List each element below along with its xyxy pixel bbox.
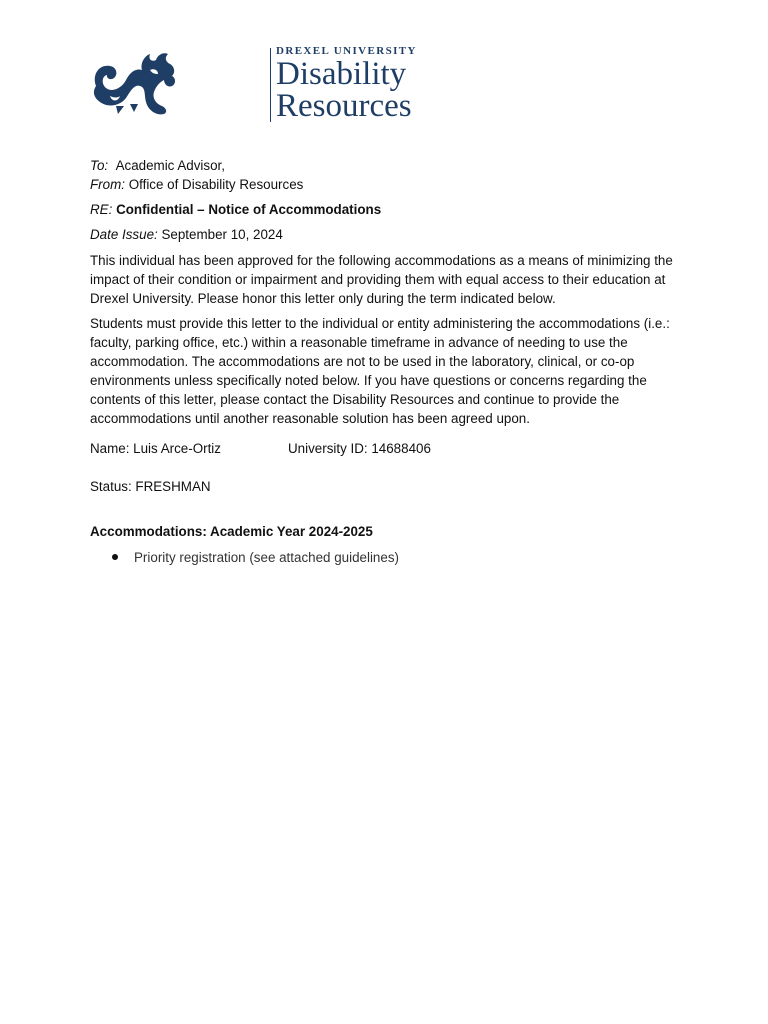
memo-date	[90, 225, 283, 244]
logo-department-line2: Resources	[276, 88, 412, 124]
memo-date-value: September 10, 2024	[161, 227, 283, 242]
student-name: Name: Luis Arce-Ortiz	[90, 441, 221, 456]
accommodations-heading: Accommodations: Academic Year 2024-2025	[90, 524, 373, 539]
logo-divider	[270, 48, 271, 122]
accommodation-item	[112, 548, 399, 567]
student-university-id: University ID: 14688406	[288, 441, 431, 456]
memo-to-value: Academic Advisor,	[115, 158, 225, 173]
instructions-paragraph: Students must provide this letter to the individual or entity administering the accommodations (i.e.: faculty, parking office, etc.) within a reasonable timeframe in advance of needing to use the accommodation. The accommodations are not to be used in the laboratory, clinical, or co-op environments unless specifically noted below. If you have questions or concerns regarding the contents of this letter, please contact the Disability Resources and continue to provide the accommodations until another reasonable solution has been agreed upon.	[90, 316, 670, 426]
memo-from-label: From:	[90, 177, 125, 192]
logo-department-line1: Disability	[276, 56, 407, 92]
accommodation-item-text: Priority registration (see attached guidelines)	[134, 550, 399, 565]
drexel-disability-resources-logo	[90, 44, 417, 124]
memo-to-label: To:	[90, 158, 109, 173]
student-status: Status: FRESHMAN	[90, 479, 211, 494]
memo-to	[90, 156, 225, 175]
memo-date-label: Date Issue:	[90, 227, 158, 242]
logo-university-name: DREXEL UNIVERSITY	[276, 45, 417, 57]
memo-from	[90, 175, 303, 194]
approval-paragraph: This individual has been approved for the following accommodations as a means of minimizing the impact of their condition or impairment and providing them with equal access to their education at Drexel University. Please honor this letter only during the term indicated below.	[90, 253, 673, 306]
memo-re-label: RE:	[90, 202, 113, 217]
dragon-logo-icon	[90, 46, 178, 116]
memo-re	[90, 200, 381, 219]
memo-from-value: Office of Disability Resources	[128, 177, 304, 192]
bullet-icon	[112, 554, 118, 560]
memo-re-value: Confidential – Notice of Accommodations	[116, 202, 382, 217]
